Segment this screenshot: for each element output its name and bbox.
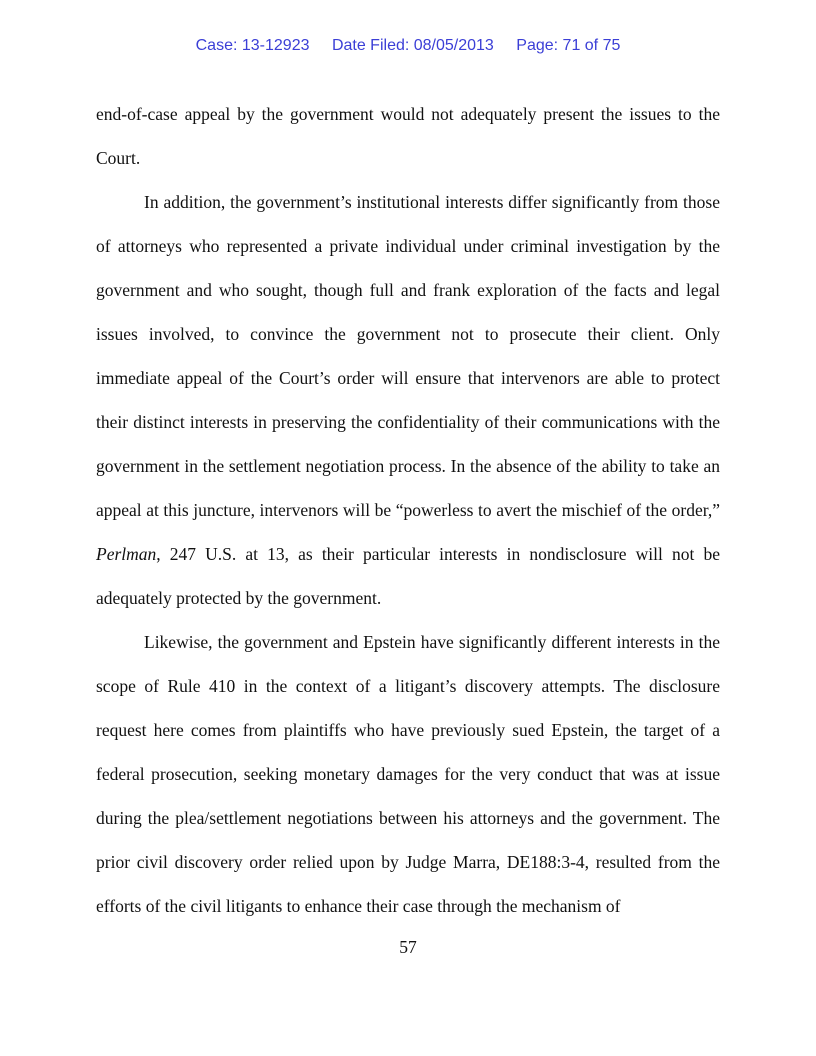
page-indicator: Page: 71 of 75 (516, 37, 621, 54)
paragraph-text: In addition, the government’s institutional interests differ significantly from those of attorneys who represented a private individual under criminal investigation by the government and who sought, though full and frank exploration of the facts and legal issues involved, to convince the government not to prosecute their client. Only immediate appeal of the Court’s order will ensure that intervenors are able to protect their distinct interests in preserving the confidentiality of their communications with the government in the settlement negotiation process. In the absence of the ability to take an appeal at this juncture, intervenors will be “powerless to avert the mischief of the order,” (96, 192, 720, 520)
paragraph-rule-410: Likewise, the government and Epstein have significantly different interests in the scope of Rule 410 in the context of a litigant’s discovery attempts. The disclosure request here comes from plaintiffs who have previously sued Epstein, the target of a federal prosecution, seeking monetary damages for the very conduct that was at issue during the plea/settlement negotiations between his attorneys and the government. The prior civil discovery order relied upon by Judge Marra, DE188:3-4, resulted from the efforts of the civil litigants to enhance their case through the mechanism of (96, 632, 720, 916)
date-filed: Date Filed: 08/05/2013 (331, 37, 494, 54)
paragraph-institutional-interests (96, 180, 720, 620)
paragraph-text: , 247 U.S. at 13, as their particular interests in nondisclosure will not be adequately protected by the government. (96, 544, 720, 608)
page-number: 57 (399, 937, 417, 957)
paragraph-continuation: end-of-case appeal by the government would not adequately present the issues to the Court. (96, 104, 720, 168)
case-citation-italic: Perlman (96, 544, 157, 564)
case-header (0, 37, 816, 55)
document-body (96, 92, 720, 928)
case-number: Case: 13-12923 (195, 37, 310, 54)
